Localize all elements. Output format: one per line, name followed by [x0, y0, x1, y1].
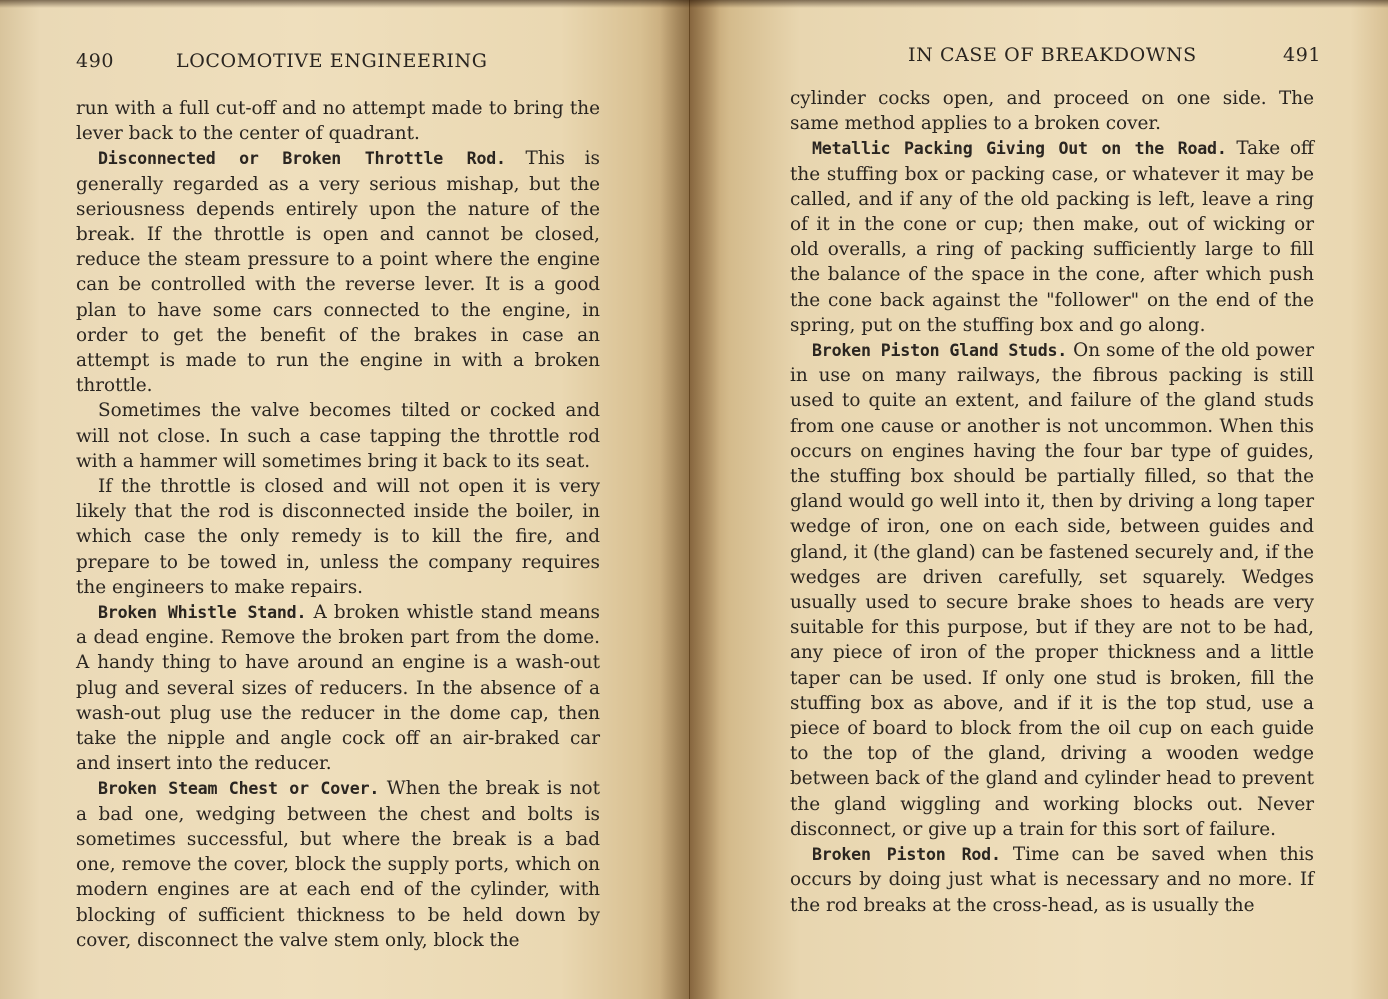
paragraph	[790, 338, 1314, 842]
paragraph-heading: Broken Whistle Stand.	[98, 603, 307, 623]
paragraph-body: This is generally regarded as a very serious mishap, but the seriousness depends entirely upon the nature of the break. If the throttle is open and cannot be closed, reduce the steam pressure to a point where the engine can be controlled with the reverse lever. It is a good plan to have some cars connected to the engine, in order to get the benefit of the brakes in case an attempt is made to run the engine in with a broken throttle.	[76, 148, 600, 397]
left-page	[0, 0, 690, 999]
paragraph-body: run with a full cut-off and no attempt made to bring the lever back to the center of quadrant.	[76, 98, 600, 145]
right-page	[690, 0, 1388, 999]
paragraph	[76, 398, 600, 474]
paragraph-body: cylinder cocks open, and proceed on one side. The same method applies to a broken cover.	[790, 88, 1314, 135]
left-page-number: 490	[76, 50, 115, 72]
paragraph-body: If the throttle is closed and will not open it is very likely that the rod is disconnected inside the boiler, in which case the only remedy is to kill the fire, and prepare to be towed in, unless the company requires the engineers to make repairs.	[76, 476, 600, 598]
paragraph-body: On some of the old power in use on many railways, the fibrous packing is still used to quite an extent, and failure of the gland studs from one cause or another is not uncommon. When this occurs on engines having the four bar type of guides, the stuffing box should be partially filled, so that the gland would go well into it, then by driving a long taper wedge of iron, one on each side, between guides and gland, it (the gland) can be fastened securely and, if the wedges are driven carefully, set squarely. Wedges usually used to secure brake shoes to heads are very suitable for this purpose, but if they are not to be had, any piece of iron of the proper thickness and a little taper can be used. If only one stud is broken, fill the stuffing box as above, and if it is the top stud, use a piece of board to block from the oil cup on each guide to the top of the gland, driving a wooden wedge between back of the gland and cylinder head to prevent the gland wiggling and working blocks out. Never disconnect, or give up a train for this sort of failure.	[790, 340, 1314, 840]
paragraph-body: When the break is not a bad one, wedging between the chest and bolts is sometimes successful, but where the break is a bad one, remove the cover, block the supply ports, which on modern engines are at each end of the cylinder, with blocking of sufficient thickness to be held down by cover, disconnect the valve stem only, block the	[76, 778, 600, 951]
paragraph-heading: Broken Piston Gland Studs.	[812, 341, 1068, 361]
left-running-title: LOCOMOTIVE ENGINEERING	[176, 50, 488, 72]
paragraph-heading: Disconnected or Broken Throttle Rod.	[98, 149, 506, 169]
paragraph	[790, 86, 1314, 136]
gutter-shadow	[660, 0, 720, 999]
paragraph	[76, 96, 600, 146]
right-page-number: 491	[1283, 44, 1322, 66]
right-body-text	[790, 86, 1314, 918]
paragraph-body: Sometimes the valve becomes tilted or cocked and will not close. In such a case tapping the throttle rod with a hammer will sometimes bring it back to its seat.	[76, 400, 600, 472]
paragraph	[790, 842, 1314, 918]
paragraph	[76, 146, 600, 398]
paragraph-body: Take off the stuffing box or packing case, or whatever it may be called, and if any of the old packing is left, leave a ring of it in the cone or cup; then make, out of wicking or old overalls, a ring of packing sufficiently large to fill the balance of the space in the cone, after which push the cone back against the "follower" on the end of the spring, put on the stuffing box and go along.	[790, 138, 1314, 336]
paragraph	[76, 600, 600, 776]
paragraph	[790, 136, 1314, 338]
paragraph-heading: Broken Steam Chest or Cover.	[98, 779, 380, 799]
paragraph-heading: Metallic Packing Giving Out on the Road.	[812, 139, 1227, 159]
paragraph	[76, 776, 600, 952]
paragraph-body: Time can be saved when this occurs by doing just what is necessary and no more. If the rod breaks at the cross-head, as is usually the	[790, 844, 1314, 916]
paragraph-heading: Broken Piston Rod.	[812, 845, 1001, 865]
left-body-text	[76, 96, 600, 953]
page-edge-shadow	[0, 0, 1388, 8]
paragraph	[76, 474, 600, 600]
right-running-title: IN CASE OF BREAKDOWNS	[908, 44, 1197, 66]
paragraph-body: A broken whistle stand means a dead engine. Remove the broken part from the dome. A handy thing to have around an engine is a wash-out plug and several sizes of reducers. In the absence of a wash-out plug use the reducer in the dome cap, then take the nipple and angle cock off an air-braked car and insert into the reducer.	[76, 602, 600, 775]
